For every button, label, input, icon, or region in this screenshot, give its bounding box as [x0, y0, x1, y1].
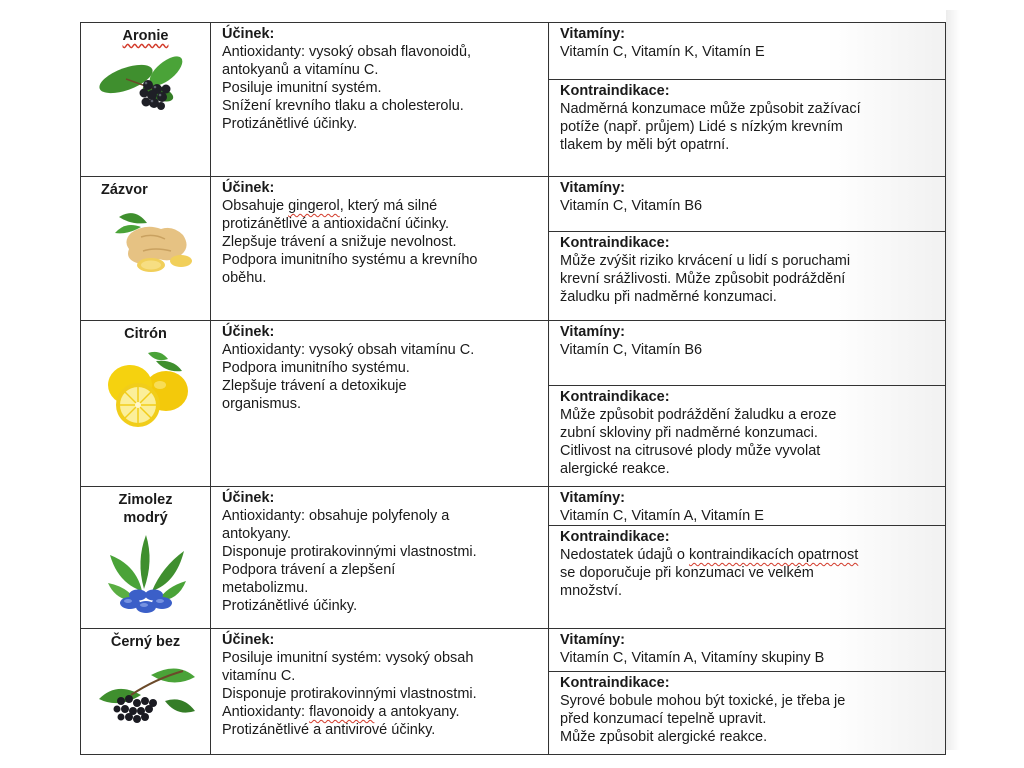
effect-line: Protizánětlivé účinky.: [222, 116, 358, 132]
contraindication-line: Citlivost na citrusové plody může vyvolat: [560, 443, 821, 459]
vitamins-value: Vitamín C, Vitamín B6: [560, 342, 703, 358]
contraindication-line: Syrové bobule mohou být toxické, je třeba je: [560, 693, 846, 709]
vitamins-cell: [549, 23, 946, 80]
vitamins-header: Vitamíny:: [560, 490, 626, 506]
herb-table: [80, 22, 946, 755]
ginger-root-icon: [101, 203, 201, 275]
contraindication-line: alergické reakce.: [560, 461, 670, 477]
effect-line: Posiluje imunitní systém.: [222, 80, 382, 96]
contraindication-line: tlakem by měli být opatrní.: [560, 137, 730, 153]
herb-name: [81, 489, 210, 527]
herb-name-line: Zimolez: [118, 492, 173, 508]
contraindication-line: množství.: [560, 583, 623, 599]
vitamins-value: Vitamín C, Vitamín K, Vitamín E: [560, 44, 765, 60]
contraindication-cell: [549, 672, 946, 755]
effect-header: Účinek:: [222, 490, 275, 506]
herb-table-sheet: [80, 22, 946, 752]
effect-line: Antioxidanty: vysoký obsah flavonoidů,: [222, 44, 472, 60]
herb-name: Zázvor: [101, 182, 148, 198]
effect-line: antokyanů a vitamínu C.: [222, 62, 379, 78]
effect-cell: [211, 487, 549, 629]
name-cell: [81, 177, 211, 321]
name-cell: [81, 629, 211, 755]
vitamins-value: Vitamín C, Vitamín B6: [560, 198, 703, 214]
vitamins-header: Vitamíny:: [560, 26, 626, 42]
vitamins-cell: [549, 487, 946, 526]
contraindication-line: potíže (např. průjem) Lidé s nízkým krevním: [560, 119, 843, 135]
vitamins-header: Vitamíny:: [560, 632, 626, 648]
contraindication-line: Nedostatek údajů o kontraindikacích opatrnost: [560, 547, 859, 563]
effect-line: oběhu.: [222, 270, 267, 286]
vitamins-cell: [549, 177, 946, 232]
effect-line: Podpora imunitního systému a krevního: [222, 252, 478, 268]
contraindication-line: žaludku při nadměrné konzumaci.: [560, 289, 777, 305]
effect-header: Účinek:: [222, 180, 275, 196]
honeysuckle-berries-icon: [96, 531, 196, 617]
table-row-zimolez: [81, 487, 946, 526]
contraindication-line: Může zvýšit riziko krvácení u lidí s poruchami: [560, 253, 851, 269]
effect-line: Podpora imunitního systému.: [222, 360, 410, 376]
contraindication-line: před konzumací tepelně upravit.: [560, 711, 767, 727]
vitamins-value: Vitamín C, Vitamín A, Vitamín E: [560, 508, 764, 524]
lemon-icon: [96, 347, 196, 431]
effect-line: Protizánětlivé a antivirové účinky.: [222, 722, 436, 738]
contraindication-header: Kontraindikace:: [560, 235, 670, 251]
aronia-berries-icon: [96, 49, 196, 121]
effect-line: vitamínu C.: [222, 668, 296, 684]
contraindication-line: Nadměrná konzumace může způsobit zažívací: [560, 101, 861, 117]
contraindication-header: Kontraindikace:: [560, 389, 670, 405]
vitamins-cell: [549, 321, 946, 386]
vitamins-value: Vitamín C, Vitamín A, Vitamíny skupiny B: [560, 650, 825, 666]
elderberry-icon: [91, 655, 201, 729]
effect-line: Zlepšuje trávení a snižuje nevolnost.: [222, 234, 457, 250]
effect-line: antokyany.: [222, 526, 292, 542]
vitamins-cell: [549, 629, 946, 672]
table-row-citron: [81, 321, 946, 386]
herb-name: Černý bez: [110, 634, 181, 650]
page-edge-shadow: [946, 10, 960, 750]
effect-header: Účinek:: [222, 324, 275, 340]
vitamins-header: Vitamíny:: [560, 180, 626, 196]
effect-line: Zlepšuje trávení a detoxikuje: [222, 378, 407, 394]
contraindication-line: zubní skloviny při nadměrné konzumaci.: [560, 425, 818, 441]
effect-line: organismus.: [222, 396, 301, 412]
effect-header: Účinek:: [222, 632, 275, 648]
contraindication-header: Kontraindikace:: [560, 529, 670, 545]
contraindication-line: Může způsobit podráždění žaludku a eroze: [560, 407, 837, 423]
effect-cell: [211, 321, 549, 487]
contraindication-line: krevní srážlivosti. Může způsobit podráždění: [560, 271, 846, 287]
effect-line: Antioxidanty: vysoký obsah vitamínu C.: [222, 342, 475, 358]
name-cell: [81, 487, 211, 629]
contraindication-header: Kontraindikace:: [560, 675, 670, 691]
contraindication-line: se doporučuje při konzumaci ve velkém: [560, 565, 814, 581]
table-row-zazvor: [81, 177, 946, 232]
effect-header: Účinek:: [222, 26, 275, 42]
effect-line: Obsahuje gingerol, který má silné: [222, 198, 438, 214]
effect-line: metabolizmu.: [222, 580, 309, 596]
effect-line: Antioxidanty: obsahuje polyfenoly a: [222, 508, 450, 524]
table-row-cerny-bez: [81, 629, 946, 672]
herb-name: Citrón: [124, 326, 167, 342]
effect-line: Disponuje protirakovinnými vlastnostmi.: [222, 544, 477, 560]
effect-cell: [211, 177, 549, 321]
effect-line: Antioxidanty: flavonoidy a antokyany.: [222, 704, 460, 720]
effect-line: Posiluje imunitní systém: vysoký obsah: [222, 650, 474, 666]
contraindication-cell: [549, 526, 946, 629]
effect-line: Disponuje protirakovinnými vlastnostmi.: [222, 686, 477, 702]
contraindication-cell: [549, 386, 946, 487]
table-row-aronie: [81, 23, 946, 80]
name-cell: [81, 321, 211, 487]
contraindication-line: Může způsobit alergické reakce.: [560, 729, 768, 745]
effect-cell: [211, 629, 549, 755]
effect-line: Snížení krevního tlaku a cholesterolu.: [222, 98, 464, 114]
effect-line: Podpora trávení a zlepšení: [222, 562, 396, 578]
contraindication-cell: [549, 80, 946, 177]
contraindication-cell: [549, 232, 946, 321]
name-cell: [81, 23, 211, 177]
vitamins-header: Vitamíny:: [560, 324, 626, 340]
effect-line: Protizánětlivé účinky.: [222, 598, 358, 614]
effect-line: protizánětlivé a antioxidační účinky.: [222, 216, 450, 232]
contraindication-header: Kontraindikace:: [560, 83, 670, 99]
effect-cell: [211, 23, 549, 177]
herb-name: Aronie: [122, 28, 169, 44]
herb-name-line: modrý: [123, 510, 168, 526]
